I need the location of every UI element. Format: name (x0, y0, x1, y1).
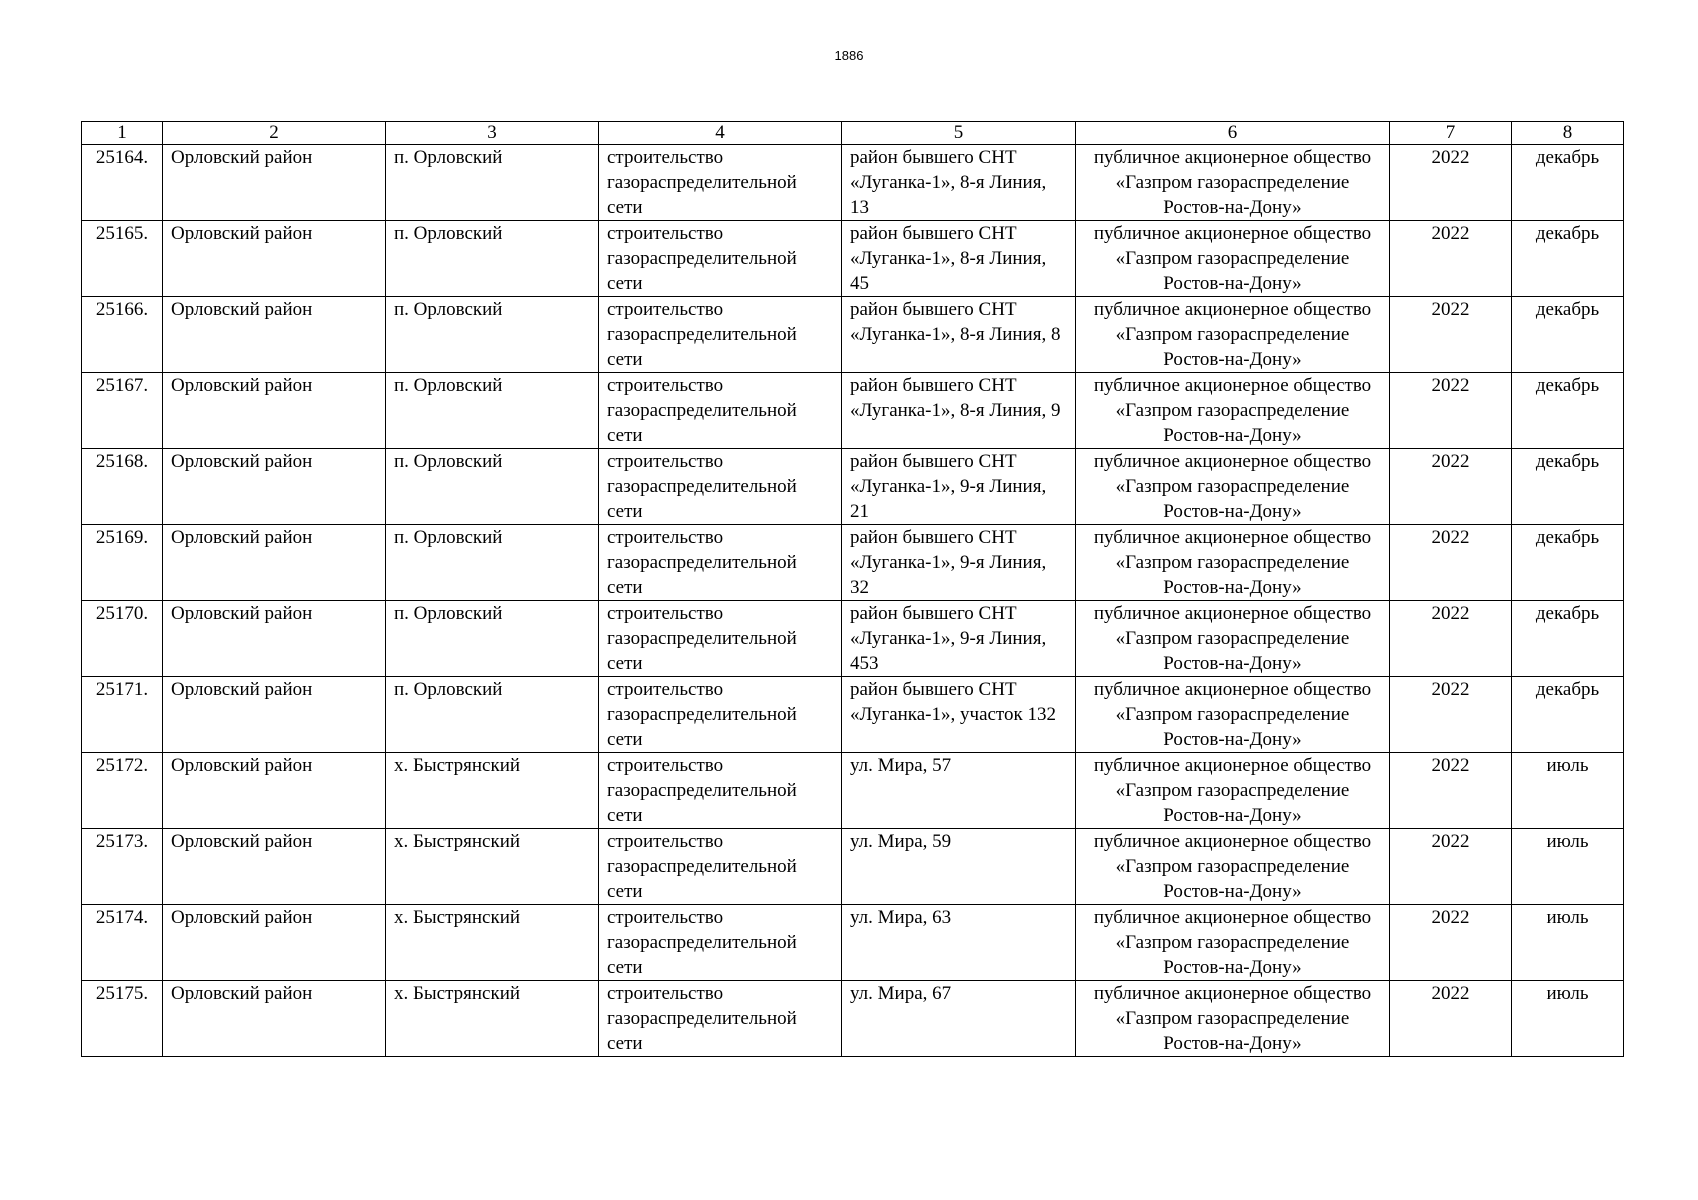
year-cell: 2022 (1390, 373, 1512, 449)
owner-cell: публичное акционерное общество «Газпром газораспределение Ростов-на-Дону» (1076, 525, 1390, 601)
district-cell: Орловский район (163, 221, 386, 297)
header-col-3: 3 (386, 122, 599, 145)
work-type-cell: строительство газораспределительной сети (599, 601, 842, 677)
month-cell: июль (1512, 829, 1624, 905)
settlement-cell: х. Быстрянский (386, 981, 599, 1057)
year-cell: 2022 (1390, 297, 1512, 373)
page-number: 1886 (834, 48, 864, 63)
row-number: 25166. (82, 297, 163, 373)
district-cell: Орловский район (163, 981, 386, 1057)
work-type-cell: строительство газораспределительной сети (599, 525, 842, 601)
month-cell: декабрь (1512, 145, 1624, 221)
address-cell: ул. Мира, 63 (842, 905, 1076, 981)
work-type-cell: строительство газораспределительной сети (599, 905, 842, 981)
header-row (82, 122, 1624, 145)
row-number: 25170. (82, 601, 163, 677)
district-cell: Орловский район (163, 677, 386, 753)
table-row (82, 677, 1624, 753)
table-row (82, 753, 1624, 829)
row-number: 25171. (82, 677, 163, 753)
address-cell: район бывшего СНТ «Луганка-1», участок 132 (842, 677, 1076, 753)
table-body (82, 145, 1624, 1057)
address-cell: ул. Мира, 67 (842, 981, 1076, 1057)
year-cell: 2022 (1390, 981, 1512, 1057)
owner-cell: публичное акционерное общество «Газпром газораспределение Ростов-на-Дону» (1076, 981, 1390, 1057)
month-cell: июль (1512, 753, 1624, 829)
table-row (82, 373, 1624, 449)
month-cell: декабрь (1512, 677, 1624, 753)
header-col-8: 8 (1512, 122, 1624, 145)
work-type-cell: строительство газораспределительной сети (599, 297, 842, 373)
month-cell: декабрь (1512, 449, 1624, 525)
address-cell: район бывшего СНТ «Луганка-1», 9-я Линия, 453 (842, 601, 1076, 677)
table-row (82, 145, 1624, 221)
table-row (82, 221, 1624, 297)
month-cell: декабрь (1512, 601, 1624, 677)
year-cell: 2022 (1390, 677, 1512, 753)
year-cell: 2022 (1390, 905, 1512, 981)
district-cell: Орловский район (163, 905, 386, 981)
work-type-cell: строительство газораспределительной сети (599, 677, 842, 753)
header-col-7: 7 (1390, 122, 1512, 145)
owner-cell: публичное акционерное общество «Газпром газораспределение Ростов-на-Дону» (1076, 905, 1390, 981)
table-row (82, 525, 1624, 601)
district-cell: Орловский район (163, 297, 386, 373)
address-cell: район бывшего СНТ «Луганка-1», 8-я Линия, 9 (842, 373, 1076, 449)
table-header (82, 122, 1624, 145)
table-row (82, 905, 1624, 981)
table-row (82, 829, 1624, 905)
row-number: 25165. (82, 221, 163, 297)
month-cell: июль (1512, 905, 1624, 981)
owner-cell: публичное акционерное общество «Газпром газораспределение Ростов-на-Дону» (1076, 829, 1390, 905)
work-type-cell: строительство газораспределительной сети (599, 221, 842, 297)
row-number: 25164. (82, 145, 163, 221)
header-col-5: 5 (842, 122, 1076, 145)
row-number: 25168. (82, 449, 163, 525)
address-cell: район бывшего СНТ «Луганка-1», 8-я Линия, 45 (842, 221, 1076, 297)
year-cell: 2022 (1390, 753, 1512, 829)
work-type-cell: строительство газораспределительной сети (599, 981, 842, 1057)
work-type-cell: строительство газораспределительной сети (599, 829, 842, 905)
table-row (82, 297, 1624, 373)
header-col-4: 4 (599, 122, 842, 145)
header-col-1: 1 (82, 122, 163, 145)
month-cell: декабрь (1512, 525, 1624, 601)
owner-cell: публичное акционерное общество «Газпром газораспределение Ростов-на-Дону» (1076, 221, 1390, 297)
settlement-cell: х. Быстрянский (386, 905, 599, 981)
year-cell: 2022 (1390, 829, 1512, 905)
address-cell: район бывшего СНТ «Луганка-1», 8-я Линия, 8 (842, 297, 1076, 373)
work-type-cell: строительство газораспределительной сети (599, 753, 842, 829)
district-cell: Орловский район (163, 145, 386, 221)
district-cell: Орловский район (163, 449, 386, 525)
settlement-cell: х. Быстрянский (386, 829, 599, 905)
settlement-cell: п. Орловский (386, 449, 599, 525)
table-row (82, 449, 1624, 525)
work-type-cell: строительство газораспределительной сети (599, 373, 842, 449)
settlement-cell: п. Орловский (386, 677, 599, 753)
month-cell: июль (1512, 981, 1624, 1057)
settlement-cell: х. Быстрянский (386, 753, 599, 829)
owner-cell: публичное акционерное общество «Газпром газораспределение Ростов-на-Дону» (1076, 753, 1390, 829)
address-cell: район бывшего СНТ «Луганка-1», 9-я Линия, 32 (842, 525, 1076, 601)
settlement-cell: п. Орловский (386, 145, 599, 221)
row-number: 25174. (82, 905, 163, 981)
district-cell: Орловский район (163, 753, 386, 829)
year-cell: 2022 (1390, 145, 1512, 221)
year-cell: 2022 (1390, 449, 1512, 525)
row-number: 25167. (82, 373, 163, 449)
address-cell: район бывшего СНТ «Луганка-1», 8-я Линия, 13 (842, 145, 1076, 221)
row-number: 25169. (82, 525, 163, 601)
work-type-cell: строительство газораспределительной сети (599, 145, 842, 221)
settlement-cell: п. Орловский (386, 601, 599, 677)
address-cell: ул. Мира, 57 (842, 753, 1076, 829)
district-cell: Орловский район (163, 525, 386, 601)
settlement-cell: п. Орловский (386, 373, 599, 449)
owner-cell: публичное акционерное общество «Газпром газораспределение Ростов-на-Дону» (1076, 601, 1390, 677)
header-col-2: 2 (163, 122, 386, 145)
year-cell: 2022 (1390, 221, 1512, 297)
registry-table (81, 121, 1624, 1057)
settlement-cell: п. Орловский (386, 297, 599, 373)
district-cell: Орловский район (163, 829, 386, 905)
owner-cell: публичное акционерное общество «Газпром газораспределение Ростов-на-Дону» (1076, 145, 1390, 221)
year-cell: 2022 (1390, 601, 1512, 677)
district-cell: Орловский район (163, 601, 386, 677)
owner-cell: публичное акционерное общество «Газпром газораспределение Ростов-на-Дону» (1076, 449, 1390, 525)
owner-cell: публичное акционерное общество «Газпром газораспределение Ростов-на-Дону» (1076, 297, 1390, 373)
address-cell: ул. Мира, 59 (842, 829, 1076, 905)
work-type-cell: строительство газораспределительной сети (599, 449, 842, 525)
row-number: 25173. (82, 829, 163, 905)
owner-cell: публичное акционерное общество «Газпром газораспределение Ростов-на-Дону» (1076, 373, 1390, 449)
header-col-6: 6 (1076, 122, 1390, 145)
row-number: 25175. (82, 981, 163, 1057)
owner-cell: публичное акционерное общество «Газпром газораспределение Ростов-на-Дону» (1076, 677, 1390, 753)
table-row (82, 601, 1624, 677)
row-number: 25172. (82, 753, 163, 829)
month-cell: декабрь (1512, 373, 1624, 449)
settlement-cell: п. Орловский (386, 221, 599, 297)
district-cell: Орловский район (163, 373, 386, 449)
address-cell: район бывшего СНТ «Луганка-1», 9-я Линия, 21 (842, 449, 1076, 525)
table-row (82, 981, 1624, 1057)
month-cell: декабрь (1512, 297, 1624, 373)
year-cell: 2022 (1390, 525, 1512, 601)
month-cell: декабрь (1512, 221, 1624, 297)
settlement-cell: п. Орловский (386, 525, 599, 601)
